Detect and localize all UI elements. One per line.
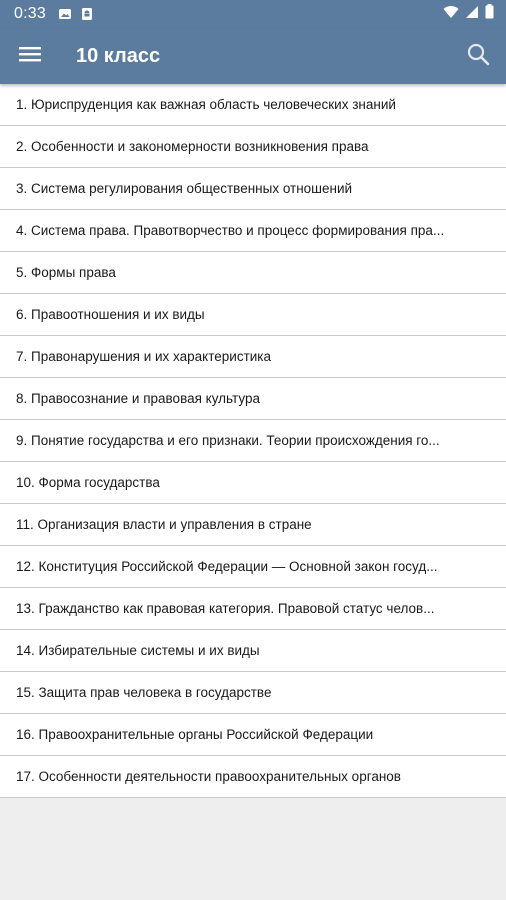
list-item-label: 10. Форма государства (16, 475, 160, 490)
hamburger-menu-icon (19, 46, 41, 67)
list-item-topic-1[interactable] (0, 84, 506, 126)
list-item-topic-6[interactable] (0, 294, 506, 336)
list-item-topic-10[interactable] (0, 462, 506, 504)
list-item-topic-11[interactable] (0, 504, 506, 546)
search-button[interactable] (450, 28, 506, 84)
list-item-label: 13. Гражданство как правовая категория. Правовой статус челов... (16, 601, 435, 616)
wifi-icon (443, 5, 459, 24)
list-item-label: 15. Защита прав человека в государстве (16, 685, 272, 700)
battery-icon (485, 4, 494, 24)
page-title: 10 класс (76, 44, 161, 67)
list-item-topic-7[interactable] (0, 336, 506, 378)
menu-button[interactable] (0, 28, 60, 84)
list-item-topic-13[interactable] (0, 588, 506, 630)
list-item-label: 2. Особенности и закономерности возникновения права (16, 139, 369, 154)
signal-icon (465, 5, 479, 24)
list-item-label: 6. Правоотношения и их виды (16, 307, 205, 322)
topic-list (0, 84, 506, 798)
status-time: 0:33 (14, 5, 46, 22)
status-bar (0, 0, 506, 28)
list-item-topic-16[interactable] (0, 714, 506, 756)
list-item-label: 3. Система регулирования общественных отношений (16, 181, 353, 196)
image-notification-icon (58, 7, 72, 21)
list-item-label: 1. Юриспруденция как важная область человеческих знаний (16, 97, 396, 112)
list-item-label: 11. Организация власти и управления в стране (16, 517, 312, 532)
list-item-label: 12. Конституция Российской Федерации — Основной закон госуд... (16, 559, 438, 574)
search-icon (466, 42, 490, 71)
list-item-label: 8. Правосознание и правовая культура (16, 391, 260, 406)
list-item-topic-5[interactable] (0, 252, 506, 294)
list-item-label: 4. Система права. Правотворчество и процесс формирования пра... (16, 223, 445, 238)
status-right-icons (443, 4, 494, 24)
list-item-topic-2[interactable] (0, 126, 506, 168)
list-item-topic-12[interactable] (0, 546, 506, 588)
list-item-label: 7. Правонарушения и их характеристика (16, 349, 272, 364)
list-item-label: 16. Правоохранительные органы Российской Федерации (16, 727, 374, 742)
list-item-label: 5. Формы права (16, 265, 116, 280)
list-item-topic-9[interactable] (0, 420, 506, 462)
list-item-label: 14. Избирательные системы и их виды (16, 643, 260, 658)
list-item-topic-15[interactable] (0, 672, 506, 714)
list-item-topic-14[interactable] (0, 630, 506, 672)
android-notification-icon (80, 7, 94, 21)
list-item-topic-17[interactable] (0, 756, 506, 798)
list-item-topic-8[interactable] (0, 378, 506, 420)
list-item-label: 17. Особенности деятельности правоохранительных органов (16, 769, 401, 784)
list-item-topic-4[interactable] (0, 210, 506, 252)
app-bar (0, 28, 506, 84)
list-item-topic-3[interactable] (0, 168, 506, 210)
list-item-label: 9. Понятие государства и его признаки. Теории происхождения го... (16, 433, 440, 448)
